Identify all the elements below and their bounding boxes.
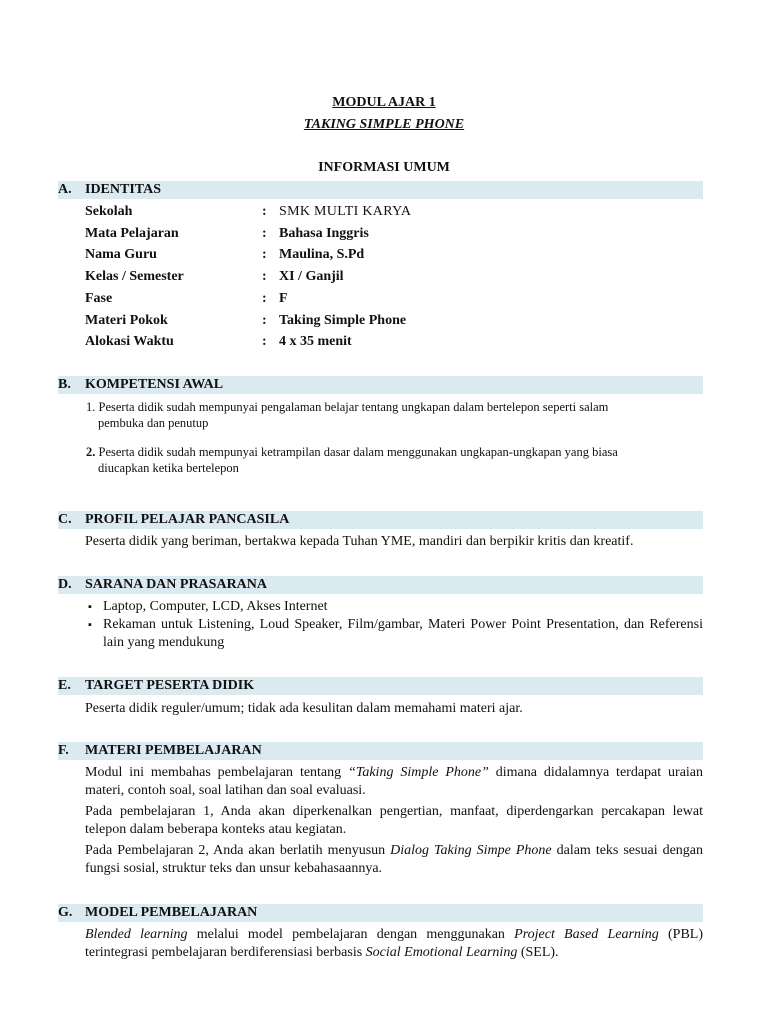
identity-colon: : bbox=[262, 247, 267, 262]
materi-emphasis: Dialog Taking Simpe Phone bbox=[390, 843, 552, 858]
competency-number: 2. bbox=[86, 445, 96, 459]
section-letter: B. bbox=[58, 377, 71, 392]
section-header-materi bbox=[58, 742, 703, 760]
competency-item-1-continued: pembuka dan penutup bbox=[98, 416, 209, 430]
section-title: IDENTITAS bbox=[85, 182, 161, 197]
identity-colon: : bbox=[262, 204, 267, 219]
section-letter: D. bbox=[58, 577, 72, 592]
competency-item-2 bbox=[86, 444, 618, 460]
model-text-part: melalui model pembelajaran dengan menggunakan bbox=[187, 927, 515, 942]
bullet-icon: ▪ bbox=[88, 601, 92, 613]
competency-item-2-continued: diucapkan ketika bertelepon bbox=[98, 461, 239, 475]
identity-label: Materi Pokok bbox=[85, 313, 168, 328]
model-text-part: (PBL) terintegrasi pembelajaran berdiferensiasi berbasis bbox=[85, 927, 704, 960]
section-header-sarana bbox=[58, 576, 703, 594]
section-header-target bbox=[58, 677, 703, 695]
section-header-profil bbox=[58, 511, 703, 529]
identity-colon: : bbox=[262, 226, 267, 241]
section-letter: G. bbox=[58, 905, 73, 920]
materi-paragraph-2: Pada pembelajaran 1, Anda akan diperkenalkan pengertian, manfaat, diperdengarkan percakapan lewat telepon dalam beberapa konteks atau kegiatan. bbox=[85, 804, 703, 837]
profil-text: Peserta didik yang beriman, bertakwa kepada Tuhan YME, mandiri dan berpikir kritis dan kreatif. bbox=[85, 534, 634, 549]
section-title: MATERI PEMBELAJARAN bbox=[85, 743, 262, 758]
model-text bbox=[85, 926, 703, 962]
sarana-item-text: Rekaman untuk Listening, Loud Speaker, Film/gambar, Materi Power Point Presentation, dan Referensi lain yang mendukung bbox=[103, 617, 703, 650]
materi-emphasis: “Taking Simple Phone” bbox=[348, 765, 489, 780]
info-heading: INFORMASI UMUM bbox=[318, 160, 450, 175]
identity-colon: : bbox=[262, 269, 267, 284]
materi-paragraph-3 bbox=[85, 842, 703, 878]
competency-number: 1. bbox=[86, 400, 96, 414]
identity-label: Fase bbox=[85, 291, 113, 306]
materi-text: Modul ini membahas pembelajaran tentang bbox=[85, 765, 349, 780]
identity-value: Maulina, S.Pd bbox=[279, 247, 365, 262]
target-text: Peserta didik reguler/umum; tidak ada kesulitan dalam memahami materi ajar. bbox=[85, 701, 523, 716]
module-title: MODUL AJAR 1 bbox=[332, 95, 436, 110]
section-letter: C. bbox=[58, 512, 72, 527]
identity-label: Alokasi Waktu bbox=[85, 334, 174, 349]
identity-colon: : bbox=[262, 334, 267, 349]
module-subtitle: TAKING SIMPLE PHONE bbox=[303, 117, 465, 132]
model-emphasis: Social Emotional Learning bbox=[365, 945, 518, 960]
competency-item-1 bbox=[86, 399, 608, 415]
section-header-kompetensi-awal bbox=[58, 376, 703, 394]
section-title: KOMPETENSI AWAL bbox=[85, 377, 224, 392]
materi-text: dimana didalamnya terdapat uraian materi, contoh soal, soal latihan dan soal evaluasi. bbox=[85, 765, 704, 798]
identity-label: Nama Guru bbox=[85, 247, 157, 262]
identity-value: XI / Ganjil bbox=[279, 269, 344, 284]
section-title: MODEL PEMBELAJARAN bbox=[85, 905, 258, 920]
model-text-part: (SEL). bbox=[517, 945, 559, 960]
identity-value: Taking Simple Phone bbox=[279, 313, 407, 328]
materi-text: Pada Pembelajaran 2, Anda akan berlatih menyusun bbox=[85, 843, 391, 858]
section-letter: A. bbox=[58, 182, 72, 197]
identity-value: 4 x 35 menit bbox=[279, 334, 352, 349]
section-letter: F. bbox=[58, 743, 69, 758]
materi-paragraph-1 bbox=[85, 764, 703, 800]
section-letter: E. bbox=[58, 678, 71, 693]
identity-label: Mata Pelajaran bbox=[85, 226, 179, 241]
section-header-model bbox=[58, 904, 703, 922]
section-header-identitas bbox=[58, 181, 703, 199]
competency-text: Peserta didik sudah mempunyai pengalaman belajar tentang ungkapan dalam bertelepon seperti salam bbox=[98, 400, 609, 414]
materi-text: dalam teks sesuai dengan fungsi sosial, struktur teks dan unsur kebahasaannya. bbox=[85, 843, 703, 876]
identity-label: Sekolah bbox=[85, 204, 133, 219]
section-title: TARGET PESERTA DIDIK bbox=[85, 678, 255, 693]
section-title: SARANA DAN PRASARANA bbox=[85, 577, 268, 592]
sarana-item-text: Laptop, Computer, LCD, Akses Internet bbox=[103, 599, 328, 614]
identity-colon: : bbox=[262, 313, 267, 328]
identity-colon: : bbox=[262, 291, 267, 306]
competency-text: Peserta didik sudah mempunyai ketrampilan dasar dalam menggunakan ungkapan-ungkapan yang biasa bbox=[98, 445, 618, 459]
model-emphasis: Blended learning bbox=[85, 927, 188, 942]
identity-value: F bbox=[279, 291, 288, 306]
identity-label: Kelas / Semester bbox=[85, 269, 184, 284]
identity-value: SMK MULTI KARYA bbox=[279, 204, 412, 219]
section-title: PROFIL PELAJAR PANCASILA bbox=[85, 512, 290, 527]
identity-value: Bahasa Inggris bbox=[279, 226, 369, 241]
bullet-icon: ▪ bbox=[88, 619, 92, 631]
model-emphasis: Project Based Learning bbox=[514, 927, 659, 942]
